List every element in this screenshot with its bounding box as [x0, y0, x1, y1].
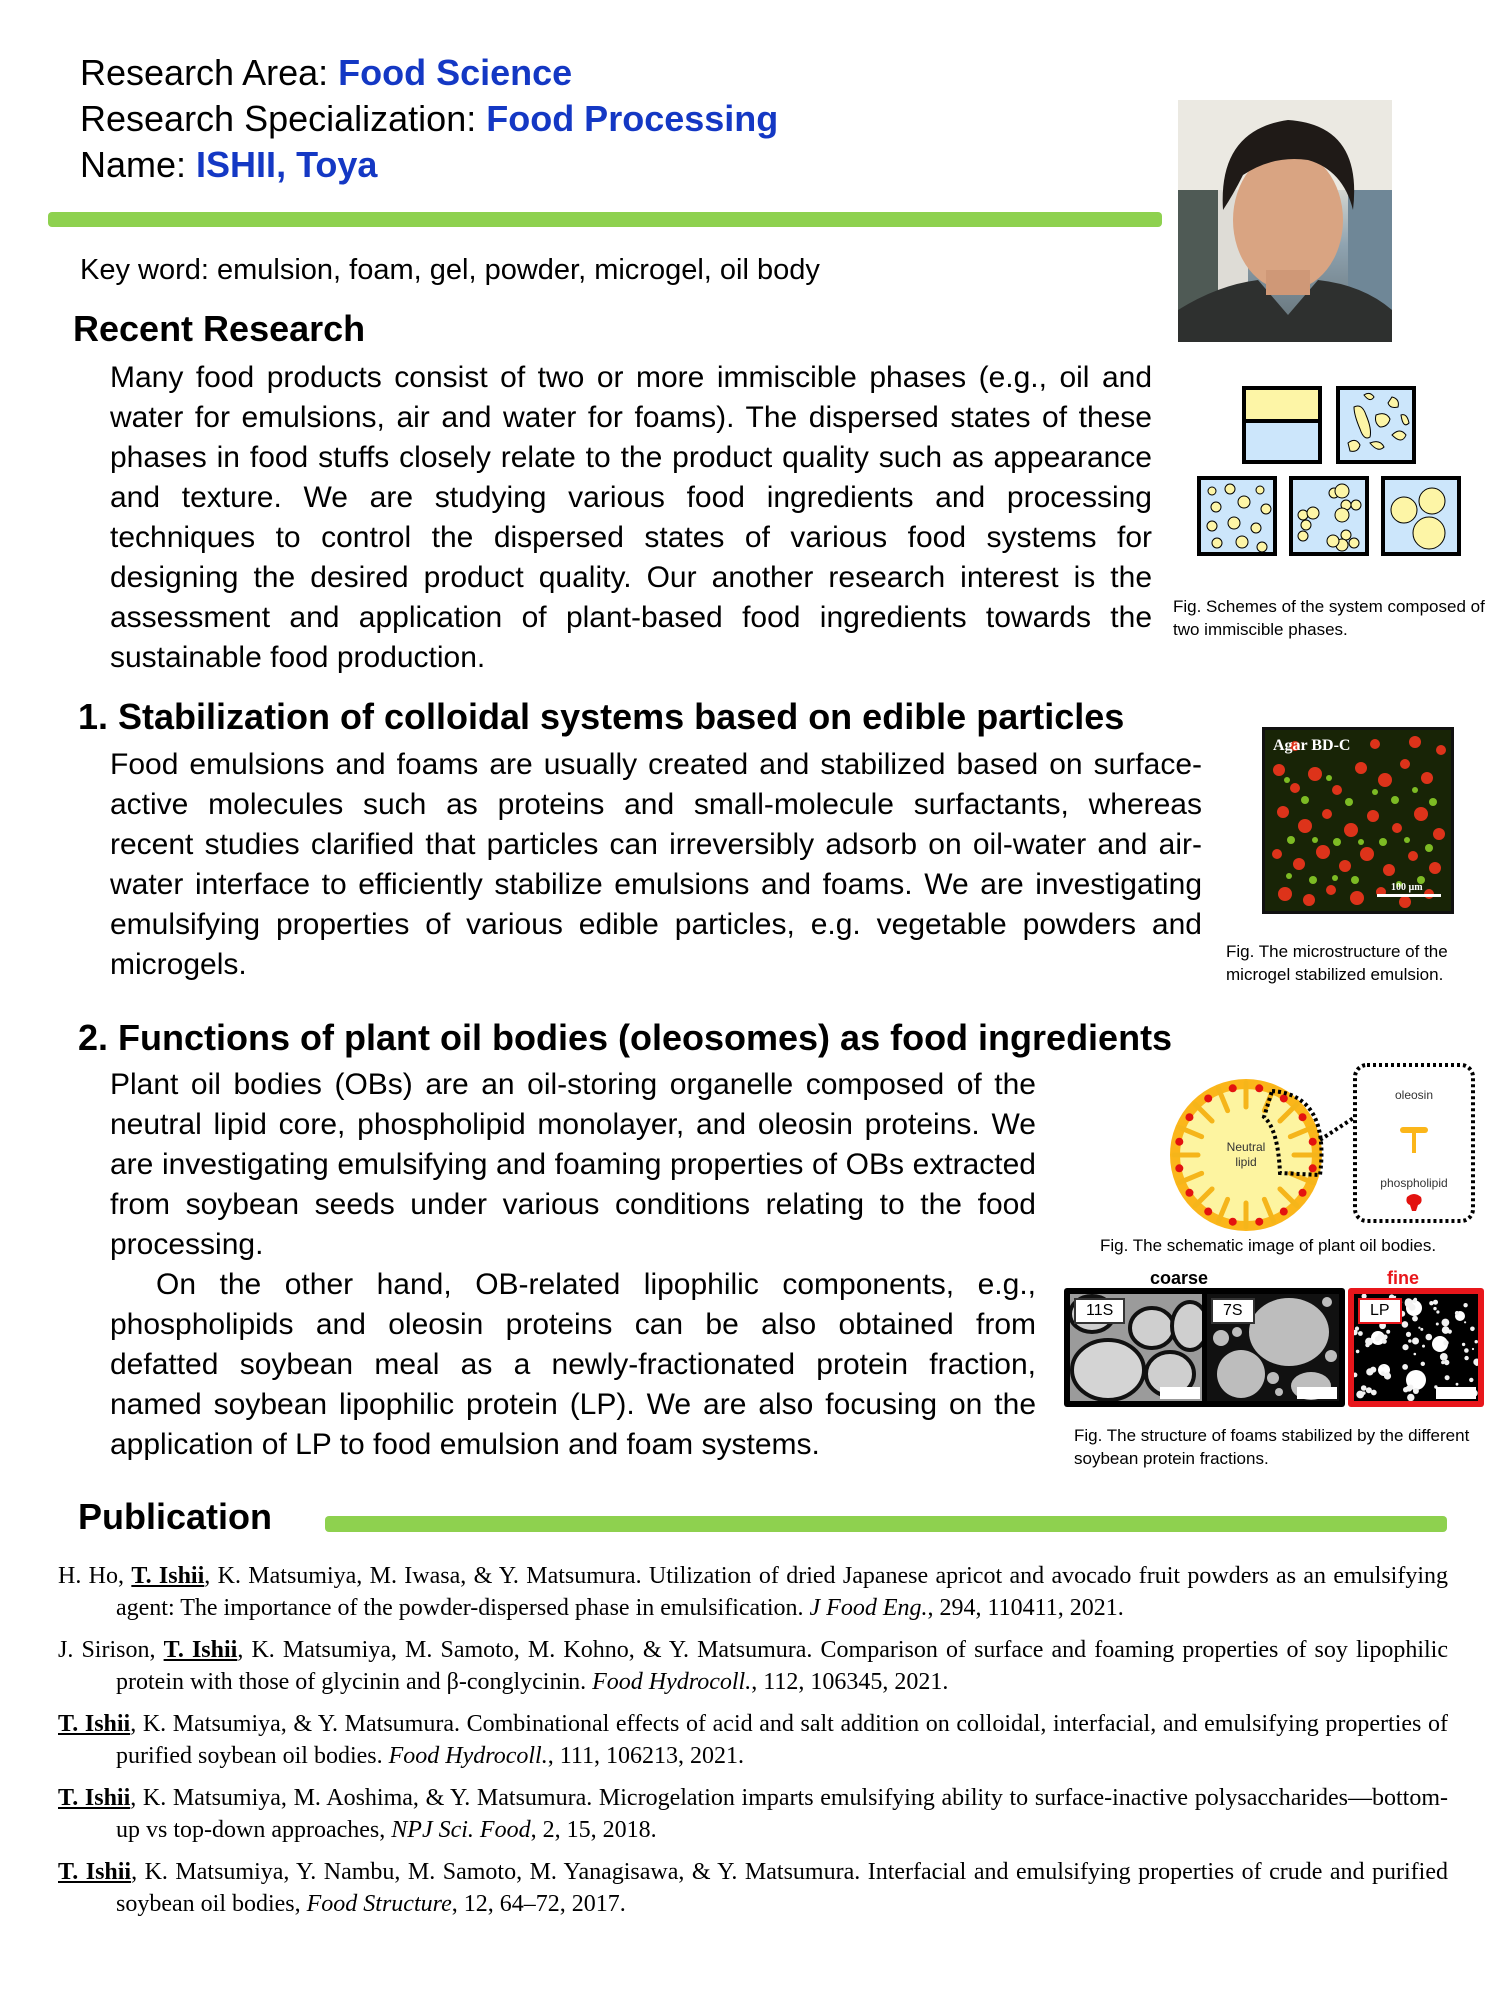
- foam-bubble: [1383, 1335, 1388, 1340]
- panel-label-11s: 11S: [1074, 1298, 1125, 1324]
- foam-bubble: [1475, 1340, 1478, 1343]
- pub-highlight-author: T. Ishii: [58, 1785, 131, 1811]
- publication-heading: Publication: [78, 1496, 273, 1537]
- oil-body-schematic: [1160, 1055, 1480, 1235]
- pub-highlight-author: T. Ishii: [58, 1859, 132, 1885]
- pub-highlight-author: T. Ishii: [131, 1563, 205, 1589]
- foam-bubble: [1418, 1327, 1420, 1329]
- coarse-label: coarse: [1150, 1268, 1209, 1288]
- recent-research-paragraph: Many food products consist of two or more immiscible phases (e.g., oil and water for emulsions, air and water for foams). The dispersed states of these phases in food stuffs closely relate to the product quality such as appearance and texture. We are studying various food ingredients and processing techniques to control the dispersed states of various food systems for designing the desired product quality. Our another research interest is the assessment and application of plant-based food ingredients towards the sustainable food production.: [110, 361, 1152, 674]
- name-value: ISHII, Toya: [196, 144, 378, 185]
- section2-text: [110, 1065, 1036, 1465]
- section1-text: [110, 745, 1202, 985]
- foam-bubble: [1412, 1338, 1419, 1345]
- scale-bar-7s: [1297, 1387, 1337, 1399]
- scale-bar-11s: [1160, 1387, 1200, 1399]
- foam-bubble: [1406, 1332, 1411, 1337]
- foam-bubble: [1436, 1310, 1439, 1313]
- foam-bubble: [1442, 1326, 1450, 1334]
- foam-bubble: [1426, 1334, 1433, 1341]
- header-divider-bar: [48, 212, 1162, 227]
- phospholipid-head: [1309, 1138, 1317, 1146]
- microgel-emulsion-micrograph: [1262, 727, 1454, 914]
- fine-droplets-scheme: [1199, 478, 1275, 554]
- pub-citation: , 2, 15, 2018.: [530, 1817, 657, 1843]
- fine-foam-panel-frame: [1348, 1288, 1484, 1407]
- publication-list: [58, 1560, 1448, 1930]
- phospholipid-head: [1280, 1208, 1288, 1216]
- phase-schemes-diagram: [1196, 385, 1466, 560]
- phospholipid-head: [1204, 1094, 1212, 1102]
- foam-bubble: [1433, 1300, 1438, 1305]
- foam-bubble: [1433, 1307, 1436, 1310]
- foam-bubble: [1414, 1353, 1417, 1356]
- phospholipid-head: [1175, 1138, 1183, 1146]
- flocculated-droplets-scheme: [1291, 478, 1367, 554]
- foam-bubble: [1455, 1311, 1459, 1315]
- recent-research-text: [110, 358, 1152, 678]
- foam-bubble: [1464, 1348, 1469, 1353]
- pub-title: , K. Matsumiya, M. Aoshima, & Y. Matsumura. Microgelation imparts emulsifying ability to surface-inactive polysaccharides—bottom-up vs top-down approaches,: [116, 1785, 1449, 1843]
- portrait-icon: [1178, 100, 1392, 342]
- pub-journal: Food Hydrocoll.: [388, 1743, 548, 1769]
- phospholipid-head: [1229, 1218, 1237, 1226]
- oil-body-diagram: [1160, 1055, 1480, 1235]
- phospholipid-head: [1299, 1113, 1307, 1121]
- oleosin-icon: [1400, 1127, 1428, 1153]
- coarse-foam-panels: [1064, 1288, 1345, 1407]
- fine-label: fine: [1387, 1268, 1420, 1288]
- research-specialization-value: Food Processing: [486, 98, 779, 139]
- immiscible-phases-figure: [1196, 385, 1466, 560]
- foam-bubble: [1420, 1328, 1423, 1331]
- foam-bubble: [1386, 1330, 1390, 1334]
- neutral-lipid-label-2: lipid: [1235, 1155, 1257, 1169]
- name-label: Name:: [80, 144, 197, 185]
- foam-bubble: [1413, 1299, 1417, 1303]
- research-area-value: Food Science: [338, 52, 573, 93]
- foam-panel-11s: [1070, 1294, 1202, 1401]
- phospholipid-head: [1309, 1164, 1317, 1172]
- phospholipid-head: [1255, 1218, 1263, 1226]
- foam-bubble: [1371, 1390, 1377, 1396]
- section1-heading: 1. Stabilization of colloidal systems based on edible particles: [78, 696, 1125, 737]
- publication-item: [58, 1634, 1448, 1698]
- foam-bubble: [1381, 1335, 1383, 1337]
- legend-phospholipid-label: phospholipid: [1380, 1176, 1448, 1190]
- foam-bubble: [1354, 1373, 1357, 1378]
- foam-bubble: [1464, 1321, 1466, 1323]
- foam-bubble: [1472, 1348, 1474, 1350]
- phospholipid-icon: [1406, 1194, 1421, 1211]
- pub-journal: Food Hydrocoll.: [592, 1669, 752, 1695]
- foam-bubble: [1382, 1364, 1385, 1367]
- publication-item: [58, 1560, 1448, 1624]
- research-specialization-label: Research Specialization:: [80, 98, 487, 139]
- phospholipid-head: [1280, 1094, 1288, 1102]
- foam-bubble: [1442, 1319, 1450, 1327]
- section2-heading: 2. Functions of plant oil bodies (oleosomes) as food ingredients: [78, 1017, 1173, 1058]
- scale-bar-label: 100 µm: [1391, 882, 1423, 893]
- pub-authors-pre: H. Ho,: [58, 1563, 132, 1589]
- micrograph-image: [1265, 730, 1451, 911]
- foam-bubble: [1463, 1303, 1467, 1307]
- foam-structure-caption: Fig. The structure of foams stabilized by the different soybean protein fractions.: [1074, 1426, 1470, 1468]
- panel-label-lp: LP: [1358, 1298, 1402, 1324]
- pub-journal: J Food Eng.: [809, 1595, 928, 1621]
- foam-panel-lp: [1354, 1294, 1478, 1401]
- pub-highlight-author: T. Ishii: [163, 1637, 238, 1663]
- pub-citation: , 112, 106345, 2021.: [751, 1669, 949, 1695]
- publication-item: [58, 1856, 1448, 1920]
- pub-highlight-author: T. Ishii: [58, 1711, 131, 1737]
- foam-bubble: [1470, 1327, 1475, 1332]
- phospholipid-head: [1204, 1208, 1212, 1216]
- legend-oleosin-label: oleosin: [1394, 1088, 1434, 1102]
- phospholipid-head: [1229, 1084, 1237, 1092]
- name-line: [80, 142, 377, 188]
- foam-bubble: [1381, 1371, 1385, 1375]
- foam-bubble: [1405, 1298, 1413, 1306]
- foam-bubble: [1469, 1378, 1473, 1382]
- section2-paragraph-1: Plant oil bodies (OBs) are an oil-storing organelle composed of the neutral lipid core, phospholipid monolayer, and oleosin proteins. We are investigating emulsifying and foaming properties of OBs extracted from soybean seeds under various conditions relating to the food processing.: [110, 1068, 1036, 1261]
- foam-bubble: [1445, 1375, 1450, 1380]
- pub-journal: Food Structure: [306, 1891, 452, 1917]
- publication-divider-bar: [325, 1516, 1447, 1532]
- foam-bubble: [1384, 1372, 1391, 1379]
- foam-bubble: [1408, 1339, 1412, 1343]
- phospholipid-head: [1185, 1189, 1193, 1197]
- micrograph-label: Agar BD-C: [1273, 737, 1351, 754]
- foam-bubble: [1402, 1344, 1408, 1350]
- foam-bubble: [1436, 1323, 1439, 1326]
- pub-title: , K. Matsumiya, M. Iwasa, & Y. Matsumura. Utilization of dried Japanese apricot and avocado fruit powders as an emulsifying agent: The importance of the powder-dispersed phase in emulsification.: [116, 1563, 1449, 1621]
- foam-bubble: [1365, 1343, 1369, 1347]
- recent-research-heading: Recent Research: [73, 308, 366, 349]
- scale-bar-lp: [1436, 1387, 1476, 1399]
- keywords: Key word: emulsion, foam, gel, powder, microgel, oil body: [80, 254, 820, 286]
- research-specialization-line: [80, 96, 778, 142]
- section2-paragraph-2: On the other hand, OB-related lipophilic components, e.g., phospholipids and oleosin proteins can be also obtained from defatted soybean meal as a newly-fractionated protein fraction, named soybean lipophilic protein (LP). We are also focusing on the application of LP to food emulsion and foam systems.: [110, 1268, 1036, 1461]
- separated-phases-scheme: [1244, 388, 1320, 462]
- phospholipid-head: [1299, 1189, 1307, 1197]
- section1-paragraph: Food emulsions and foams are usually created and stabilized based on surface-active molecules such as proteins and small-molecule surfactants, whereas recent studies clarified that particles can irreversibly adsorb on oil-water and air-water interface to efficiently stabilize emulsions and foams. We are investigating emulsifying properties of various edible particles, e.g. vegetable powders and microgels.: [110, 748, 1202, 981]
- foam-bubble: [1382, 1339, 1387, 1344]
- foam-bubble: [1361, 1385, 1367, 1391]
- foam-bubble: [1358, 1331, 1363, 1336]
- foam-bubble: [1366, 1368, 1373, 1375]
- foam-bubble: [1464, 1356, 1468, 1360]
- pub-citation: , 111, 106213, 2021.: [547, 1743, 744, 1769]
- foam-panel-7s: [1207, 1294, 1339, 1401]
- foam-bubble: [1462, 1343, 1465, 1346]
- phospholipid-head: [1175, 1164, 1183, 1172]
- foam-bubble: [1402, 1321, 1409, 1328]
- foam-bubble: [1403, 1387, 1408, 1392]
- foam-bubble: [1422, 1345, 1425, 1348]
- foam-bubble: [1362, 1391, 1365, 1394]
- oil-body-caption: Fig. The schematic image of plant oil bodies.: [1100, 1236, 1437, 1255]
- pub-title: , K. Matsumiya, Y. Nambu, M. Samoto, M. Yanagisawa, & Y. Matsumura. Interfacial and emulsifying properties of crude and purified soybean oil bodies,: [116, 1859, 1448, 1917]
- foam-bubble: [1421, 1362, 1425, 1366]
- panel-label-7s: 7S: [1211, 1298, 1255, 1324]
- pub-title: , K. Matsumiya, M. Samoto, M. Kohno, & Y. Matsumura. Comparison of surface and foaming properties of soy lipophilic protein with those of glycinin and β-conglycinin.: [116, 1637, 1449, 1695]
- irregular-dispersion-scheme: [1338, 388, 1414, 462]
- foam-bubble: [1402, 1364, 1408, 1370]
- research-area-line: [80, 50, 572, 96]
- scale-bar: [1377, 894, 1441, 897]
- foam-bubble: [1456, 1383, 1459, 1386]
- foam-bubble: [1407, 1394, 1414, 1401]
- pub-citation: , 12, 64–72, 2017.: [451, 1891, 626, 1917]
- foam-bubble: [1413, 1388, 1419, 1394]
- foam-bubble: [1412, 1316, 1418, 1322]
- phospholipid-head: [1185, 1113, 1193, 1121]
- phospholipid-head: [1255, 1084, 1263, 1092]
- profile-photo: [1178, 100, 1392, 342]
- foam-bubble: [1443, 1340, 1448, 1345]
- foam-bubble: [1429, 1301, 1433, 1305]
- pub-journal: NPJ Sci. Food: [391, 1817, 531, 1843]
- pub-authors-pre: J. Sirison,: [58, 1637, 164, 1663]
- foam-bubble: [1441, 1361, 1445, 1365]
- immiscible-phases-caption: Fig. Schemes of the system composed of two immiscible phases.: [1173, 597, 1485, 639]
- research-area-label: Research Area:: [80, 52, 339, 93]
- pub-citation: , 294, 110411, 2021.: [927, 1595, 1124, 1621]
- publication-item: [58, 1708, 1448, 1772]
- publication-item: [58, 1782, 1448, 1846]
- foam-bubble: [1440, 1353, 1448, 1361]
- microgel-emulsion-caption: Fig. The microstructure of the microgel stabilized emulsion.: [1226, 942, 1448, 984]
- pub-title: , K. Matsumiya, & Y. Matsumura. Combinational effects of acid and salt addition on colloidal, interfacial, and emulsifying properties of purified soybean oil bodies.: [116, 1711, 1448, 1769]
- foam-bubble: [1356, 1350, 1360, 1354]
- neutral-lipid-label-1: Neutral: [1226, 1140, 1266, 1154]
- coalesced-droplets-scheme: [1383, 478, 1459, 554]
